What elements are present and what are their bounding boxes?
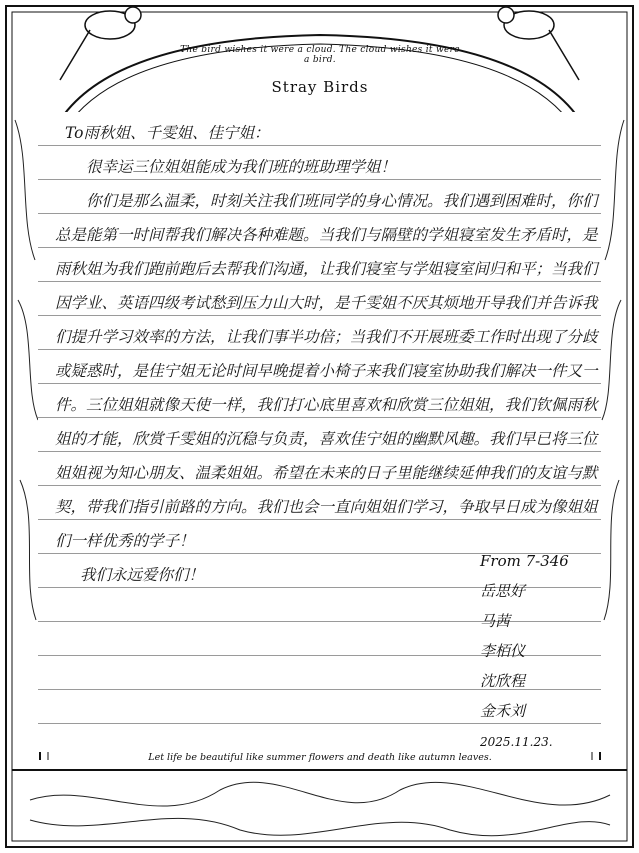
letter-body	[55, 116, 600, 592]
signature-name: 岳思好	[480, 582, 526, 600]
left-bird-icon	[60, 7, 141, 80]
right-bird-icon	[498, 7, 579, 80]
letter-date: 2025.11.23.	[480, 735, 553, 749]
letter-paragraph-2: 你们是那么温柔，时刻关注我们班同学的身心情况。我们遇到困难时，你们总是能第一时间帮我们解决各种难题。当我们与隔壁的学姐寝室发生矛盾时，是雨秋姐为我们跑前跑后去帮我们沟通，让我们寝室与学姐寝室间归和平；当我们因学业、英语四级考试愁到压力山大时，是千雯姐不厌其烦地开导我们并告诉我们提升学习效率的方法，让我们事半功倍；当我们不开展班委工作时出现了分歧或疑惑时，是佳宁姐无论时间早晚提着小椅子来我们寝室协助我们解决一件又一件。三位姐姐就像天使一样，我们打心底里喜欢和欣赏三位姐姐，我们钦佩雨秋姐的才能，欣赏千雯姐的沉稳与负责，喜欢佳宁姐的幽默风趣。我们早已将三位姐姐视为知心朋友、温柔姐姐。希望在未来的日子里能继续延伸我们的友谊与默契，带我们指引前路的方向。我们也会一直向姐姐们学习，争取早日成为像姐姐们一样优秀的学子！	[55, 192, 598, 550]
letter-paragraph-1: 很幸运三位姐姐能成为我们班的班助理学姐！	[86, 158, 397, 176]
sender-dorm: From 7-346	[480, 552, 569, 570]
signature-name: 沈欣程	[480, 672, 526, 690]
signature-name: 马茜	[480, 612, 511, 630]
letter-greeting: To雨秋姐、千雯姐、佳宁姐：	[65, 124, 270, 142]
signature-block	[480, 546, 630, 726]
signature-name: 金禾刘	[480, 702, 526, 720]
letter-closing: 我们永远爱你们！	[80, 566, 205, 584]
arch-quote: The bird wishes it were a cloud. The cloud wishes it were a bird.	[180, 45, 460, 65]
page-title: Stray Birds	[271, 78, 369, 96]
footer-quote: Let life be beautiful like summer flowers and death like autumn leaves.	[148, 752, 492, 763]
signature-name: 李栢仪	[480, 642, 526, 660]
